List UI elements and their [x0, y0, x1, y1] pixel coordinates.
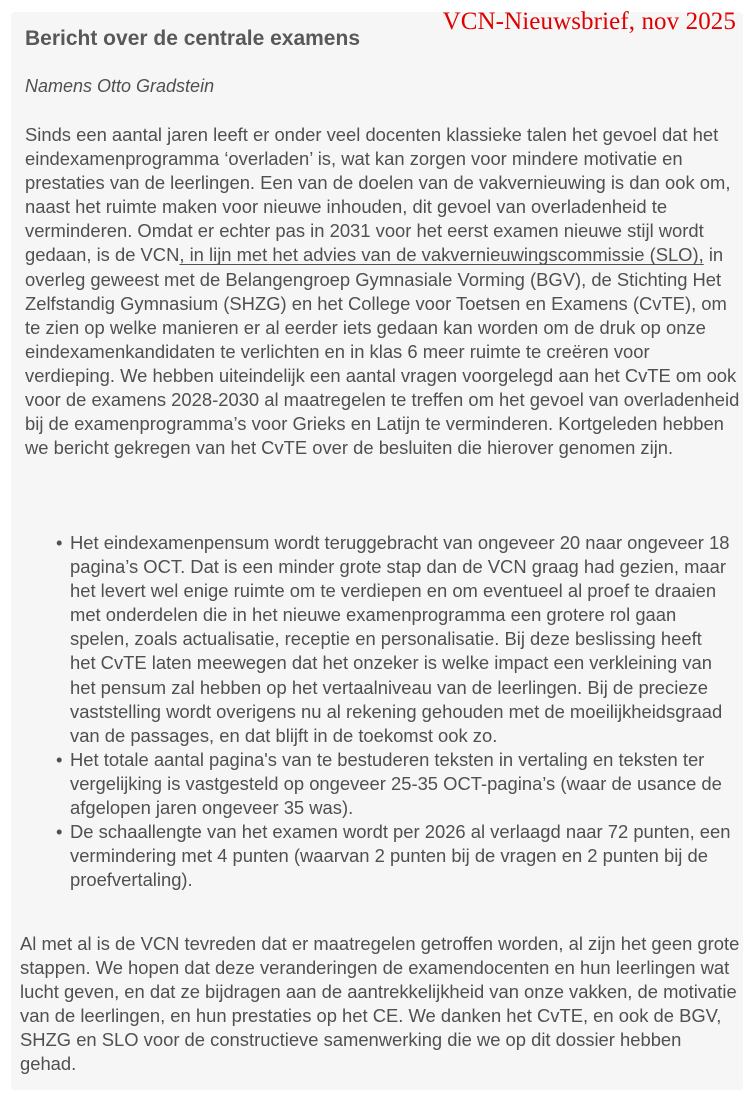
- list-item: [56, 531, 731, 748]
- article-byline: Namens Otto Gradstein: [25, 76, 215, 96]
- slo-advice-link[interactable]: , in lijn met het advies van de vakvernieuwingscommissie (SLO),: [179, 244, 704, 266]
- bullet-icon: •: [56, 821, 63, 843]
- list-item: [56, 748, 731, 820]
- list-item-text: Het totale aantal pagina's van te bestuderen teksten in vertaling en teksten ter vergelijking is vastgesteld op ongeveer 25-35 OCT-pagina’s (waar de usance de afgelopen jaren ongeveer 35 was).: [70, 748, 722, 819]
- bullet-icon: •: [56, 532, 63, 553]
- decisions-list: [56, 531, 731, 892]
- article-title: Bericht over de centrale examens: [25, 27, 360, 50]
- list-item-text: De schaallengte van het examen wordt per 2026 al verlaagd naar 72 punten, een vermindering met 4 punten (waarvan 2 punten bij de vragen en 2 punten bij de proefvertaling).: [70, 821, 731, 891]
- newsletter-masthead: VCN-Nieuwsbrief, nov 2025: [442, 8, 736, 35]
- list-item-text: Het eindexamenpensum wordt teruggebracht van ongeveer 20 naar ongeveer 18 pagina’s OCT. Dat is een minder grote stap dan de VCN graag had gezien, maar het levert wel enige ruimte om te verdiepen en om eventueel al proef te draaien met onderdelen die in het nieuwe examenprogramma een grotere rol gaan spelen, zoals actualisatie, receptie en personalisatie. Bij deze beslissing heeft het CvTE laten meewegen dat het onzeker is welke impact een verkleining van het pensum zal hebben op het vertaalniveau van de leerlingen. Bij de precieze vaststelling wordt overigens nu al rekening gehouden met de moeilijkheidsgraad van de passages, en dat blijft in de toekomst ook zo.: [70, 532, 730, 746]
- intro-paragraph: [25, 123, 740, 460]
- closing-paragraph: Al met al is de VCN tevreden dat er maatregelen getroffen worden, al zijn het geen grote stappen. We hopen dat deze veranderingen de examendocenten en hun leerlingen wat lucht geven, en dat ze bijdragen aan de aantrekkelijkheid van onze vakken, de motivatie van de leerlingen, en hun prestaties op het CE. We danken het CvTE, en ook de BGV, SHZG en SLO voor de constructieve samenwerking die we op dit dossier hebben gehad.: [20, 933, 740, 1075]
- intro-text-before-link: Sinds een aantal jaren leeft er onder veel docenten klassieke talen het gevoel dat het eindexamenprogramma ‘overladen’ is, wat kan zorgen voor mindere motivatie en prestaties van de leerlingen. Een van de doelen van de vakvernieuwing is dan ook om, naast het ruimte maken voor nieuwe inhouden, dit gevoel van overladenheid te verminderen. Omdat er echter pas in 2031 voor het eerst examen nieuwe stijl wordt gedaan, is de VCN: [25, 124, 731, 266]
- list-item: [56, 820, 731, 892]
- bullet-icon: •: [56, 748, 63, 770]
- intro-text-after-link: in overleg geweest met de Belangengroep Gymnasiale Vorming (BGV), de Stichting Het Zelfstandig Gymnasium (SHZG) en het College voor Toetsen en Examens (CvTE), om te zien op welke manieren er al eerder iets gedaan kan worden om de druk op onze eindexamenkandidaten te verlichten en in klas 6 meer ruimte te creëren voor verdieping. We hebben uiteindelijk een aantal vragen voorgelegd aan het CvTE om ook voor de examens 2028-2030 al maatregelen te treffen om het gevoel van overladenheid bij de examenprogramma’s voor Grieks en Latijn te verminderen. Kortgeleden hebben we bericht gekregen van het CvTE over de besluiten die hierover genomen zijn.: [25, 244, 740, 459]
